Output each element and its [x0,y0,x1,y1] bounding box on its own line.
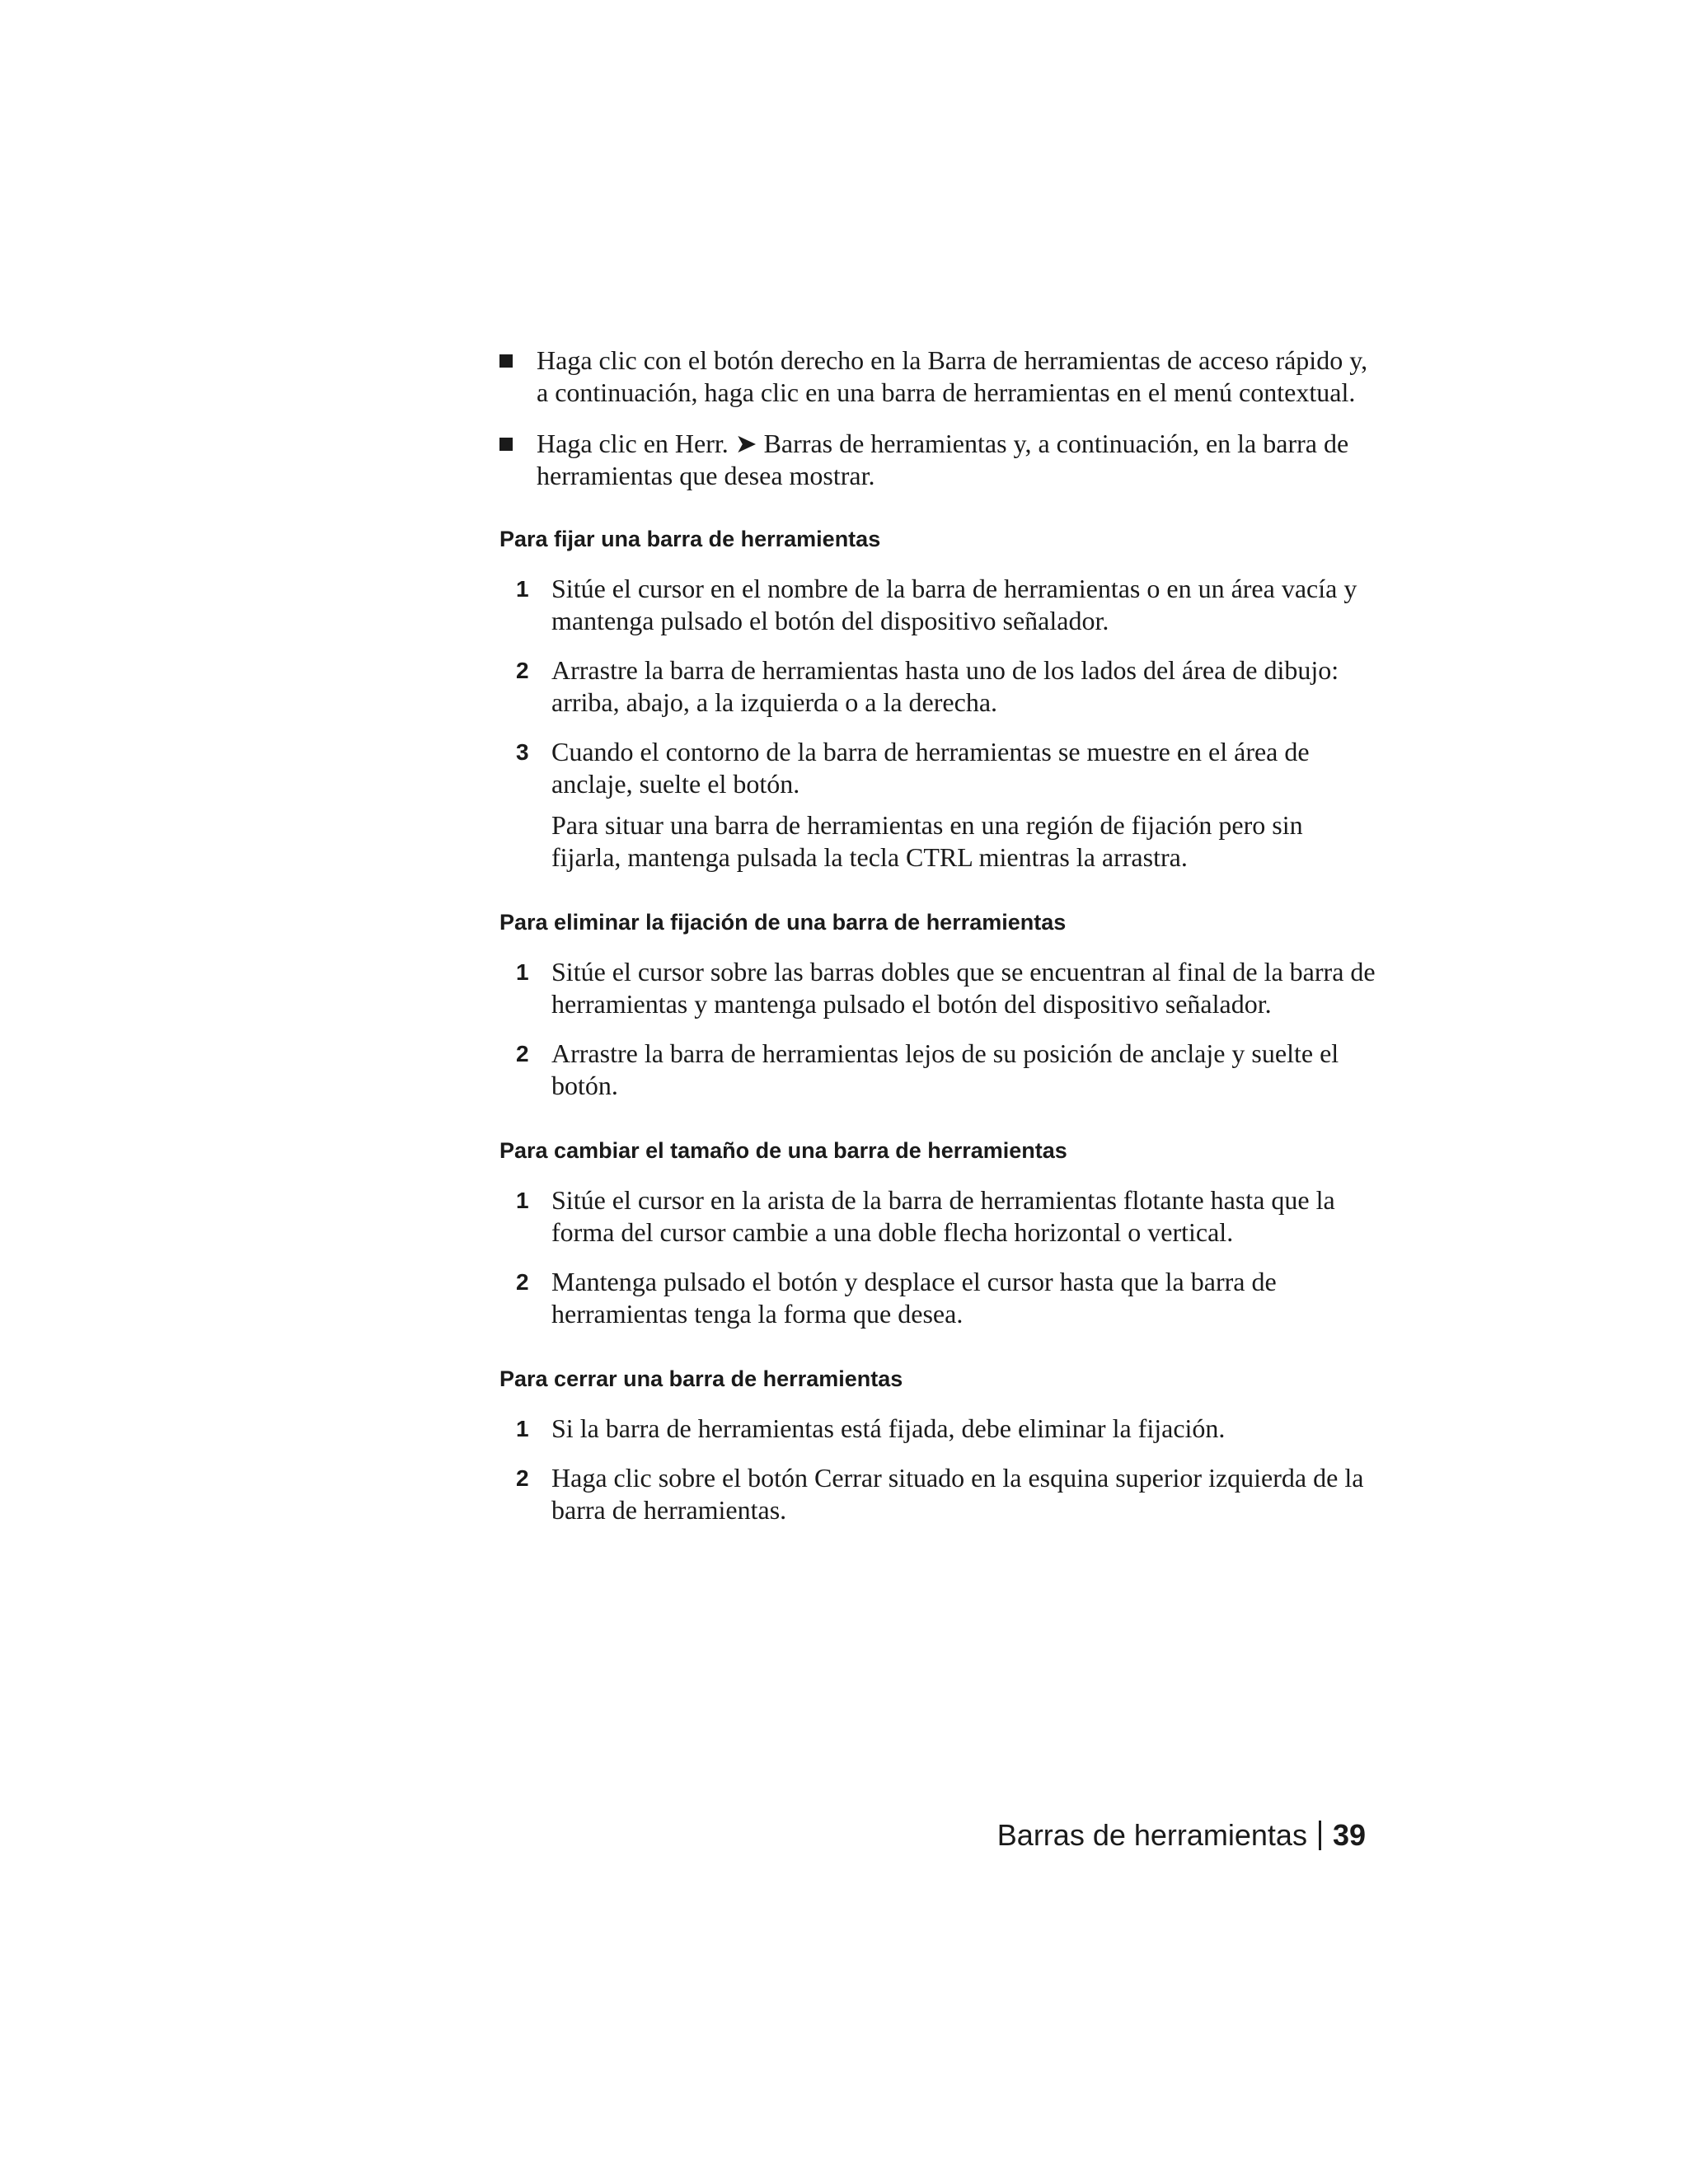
step-text: Cuando el contorno de la barra de herramientas se muestre en el área de anclaje, suelte el botón. [551,737,1310,799]
step-item [499,654,1377,719]
step-number: 2 [516,1041,529,1066]
steps-list [499,1413,1377,1526]
step-text: Arrastre la barra de herramientas lejos de su posición de anclaje y suelte el botón. [551,1038,1339,1100]
step-item [499,956,1377,1020]
section-heading-eliminar-fijacion: Para eliminar la fijación de una barra de herramientas [499,910,1067,935]
step-number: 1 [516,1416,529,1441]
bullet-text: Haga clic en Herr. ➤ Barras de herramientas y, a continuación, en la barra de herramientas que desea mostrar. [537,429,1349,490]
bullet-item [499,344,1377,409]
step-text: Haga clic sobre el botón Cerrar situado en la esquina superior izquierda de la barra de herramientas. [551,1463,1364,1525]
step-item [499,1462,1377,1526]
step-item [499,1184,1377,1249]
section-heading-fijar: Para fijar una barra de herramientas [499,527,881,551]
step-number: 1 [516,1188,529,1213]
section-heading-cerrar: Para cerrar una barra de herramientas [499,1366,903,1391]
step-item [499,1266,1377,1330]
step-item [499,1413,1377,1445]
step-text: Sitúe el cursor en el nombre de la barra de herramientas o en un área vacía y mantenga pulsado el botón del dispositivo señalador. [551,574,1357,635]
page-content [499,344,1377,1526]
section-heading-cambiar-tamano: Para cambiar el tamaño de una barra de herramientas [499,1138,1067,1163]
step-item [499,736,1377,874]
bullet-text: Haga clic con el botón derecho en la Barra de herramientas de acceso rápido y, a continuación, haga clic en una barra de herramientas en el menú contextual. [537,345,1368,407]
step-note: Para situar una barra de herramientas en una región de fijación pero sin fijarla, mantenga pulsada la tecla CTRL mientras la arrastra. [551,810,1303,872]
step-item [499,573,1377,637]
page-number: 39 [1332,1818,1366,1852]
step-number: 1 [516,959,529,985]
step-number: 2 [516,658,529,683]
step-number: 2 [516,1465,529,1491]
square-bullet-icon [499,354,513,368]
step-text: Mantenga pulsado el botón y desplace el cursor hasta que la barra de herramientas tenga la forma que desea. [551,1267,1277,1329]
step-text: Arrastre la barra de herramientas hasta uno de los lados del área de dibujo: arriba, abajo, a la izquierda o a la derecha. [551,655,1339,717]
steps-list [499,573,1377,874]
step-number: 1 [516,576,529,602]
bullet-item [499,428,1377,492]
square-bullet-icon [499,438,513,451]
page-footer [997,1817,1366,1854]
step-text: Si la barra de herramientas está fijada, debe eliminar la fijación. [551,1413,1226,1443]
step-text: Sitúe el cursor sobre las barras dobles que se encuentran al final de la barra de herramientas y mantenga pulsado el botón del dispositivo señalador. [551,957,1376,1019]
steps-list [499,956,1377,1102]
step-text: Sitúe el cursor en la arista de la barra de herramientas flotante hasta que la forma del cursor cambie a una doble flecha horizontal o vertical. [551,1185,1335,1247]
step-number: 2 [516,1269,529,1295]
footer-separator [1319,1821,1321,1850]
footer-section-title: Barras de herramientas [996,1818,1307,1852]
steps-list [499,1184,1377,1330]
step-item [499,1038,1377,1102]
bullet-list [499,344,1377,492]
step-number: 3 [516,739,529,765]
